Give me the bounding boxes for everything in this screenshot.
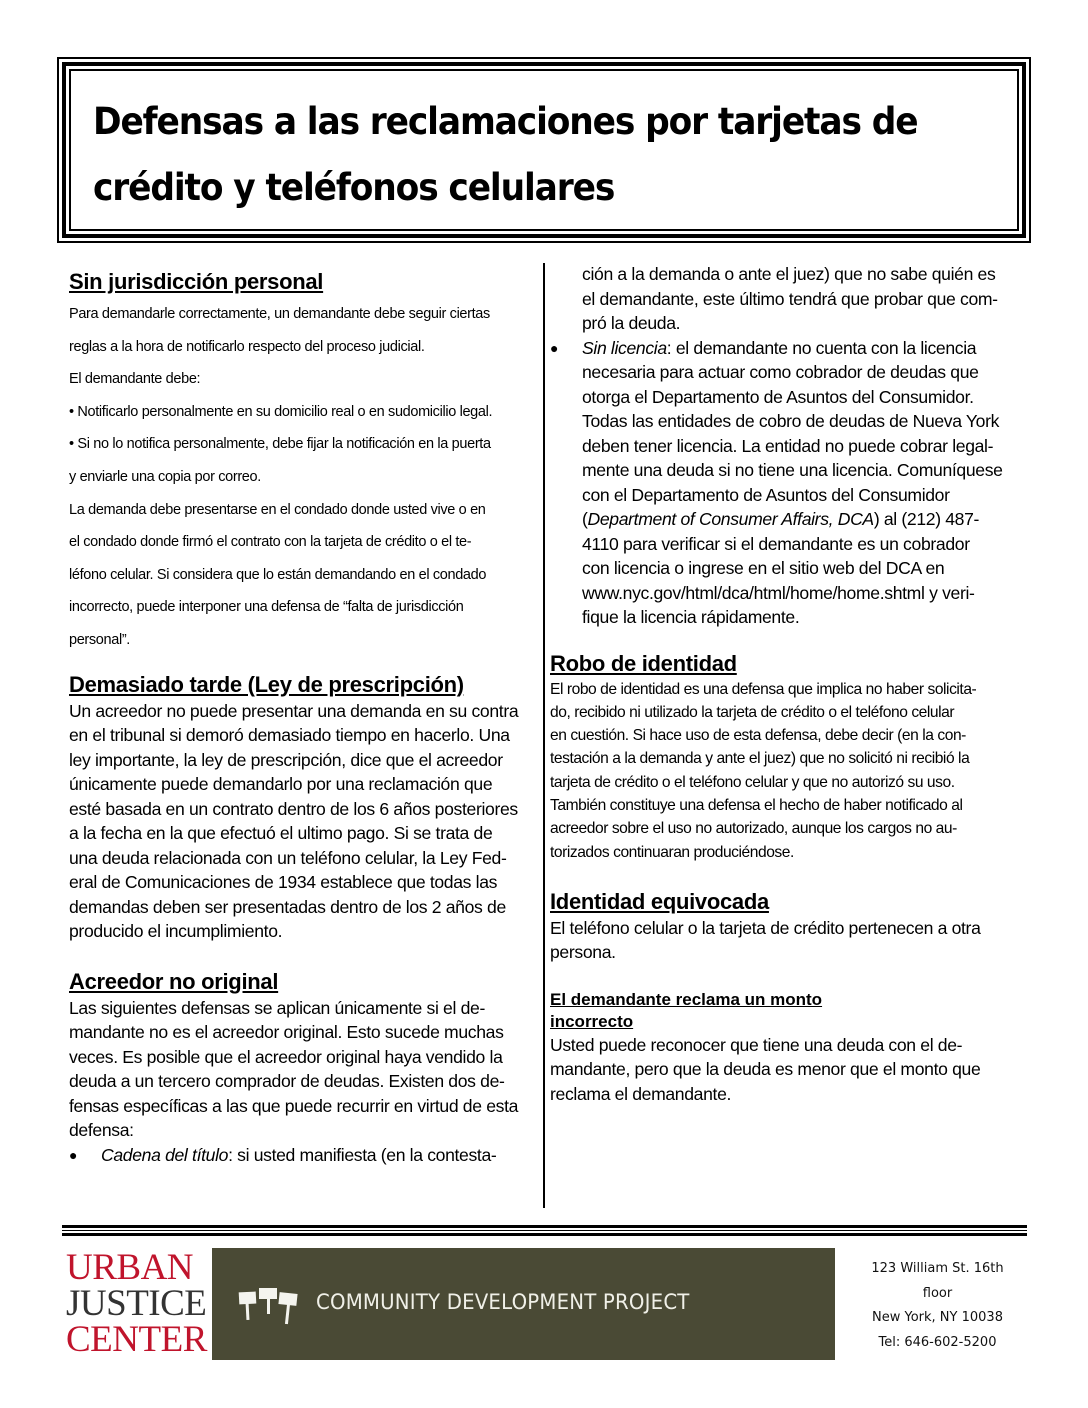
address-line: 123 William St. 16th [871, 1261, 1004, 1276]
text-line: torizados continuaran produciéndose. [550, 843, 794, 861]
footer-rule [62, 1225, 1027, 1236]
section-heading: Sin jurisdicción personal [69, 269, 324, 294]
list-item: • Si no lo notifica personalmente, debe fijar la notificación en la puerta [69, 436, 491, 453]
text-line: el condado donde firmó el contrato con la tarjeta de crédito o el te- [69, 534, 472, 551]
logo-line-2: JUSTICE [66, 1283, 207, 1324]
text-line: mandante, pero que la deuda es menor que el monto que [550, 1059, 981, 1080]
term: Cadena del título [101, 1144, 229, 1165]
text-line: mandante no es el acreedor original. Esto sucede muchas [69, 1022, 504, 1043]
text-line: El robo de identidad es una defensa que implica no haber solicita- [550, 680, 977, 698]
section-heading: El demandante reclama un monto [550, 989, 823, 1009]
text-line: el demandante, este último tendrá que probar que com- [582, 288, 998, 309]
section-heading: Robo de identidad [550, 650, 737, 676]
list-item-sin-licencia [550, 336, 1028, 361]
section-robo [550, 650, 1028, 864]
section-heading: incorrecto [550, 1011, 634, 1031]
page-title-line-1: Defensas a las reclamaciones por tarjetas de [93, 100, 918, 143]
text-line: deuda a un tercero comprador de deudas. Existen dos de- [69, 1071, 505, 1092]
title-box [57, 57, 1031, 243]
text-line [550, 507, 1028, 532]
bullet-icon: ● [69, 1146, 78, 1163]
bullet-continuation [550, 262, 1028, 630]
text-line: producido el incumplimiento. [69, 921, 283, 942]
text-line: fensas específicas a las que puede recurrir en virtud de esta [69, 1095, 519, 1116]
right-column [550, 262, 1028, 1106]
text-line: con el Departamento de Asuntos del Consumidor [582, 484, 950, 505]
text-line: una deuda relacionada con un teléfono celular, la Ley Fed- [69, 847, 507, 868]
page-title-line-2: crédito y teléfonos celulares [93, 166, 615, 209]
text-line: 4110 para verificar si el demandante es un cobrador [582, 533, 970, 554]
text-line: ley importante, la ley de prescripción, dice que el acreedor [69, 749, 503, 770]
text-line: eral de Comunicaciones de 1934 establece que todas las [69, 872, 498, 893]
text-line: mente una deuda si no tiene una licencia. Comuníquese [582, 460, 1003, 480]
text-line: demandas deben ser presentadas dentro de los 2 años de [69, 896, 506, 917]
column-divider [543, 263, 545, 1208]
section-heading: Demasiado tarde (Ley de prescripción) [69, 671, 464, 697]
section-equivocada [550, 888, 1028, 965]
text-line: Usted puede reconocer que tiene una deuda con el de- [550, 1034, 963, 1055]
dca-name: Department of Consumer Affairs, DCA [587, 509, 874, 529]
text-line: : el demandante no cuenta con la licencia [666, 337, 977, 358]
text-line: fique la licencia rápidamente. [582, 607, 800, 627]
text-line: personal”. [69, 631, 130, 648]
phone-line: Tel: 646-602-5200 [878, 1334, 997, 1350]
section-body [69, 699, 539, 944]
text-line: acreedor sobre el uso no autorizado, aunque los cargos no au- [550, 820, 957, 838]
text-line: necesaria para actuar como cobrador de deudas que [582, 362, 979, 382]
urban-justice-center-logo [66, 1247, 207, 1360]
left-column [69, 262, 539, 1167]
logo-line-1: URBAN [66, 1247, 194, 1288]
address-line: floor [922, 1285, 953, 1301]
section-body [550, 916, 1028, 965]
term: Sin licencia [582, 337, 667, 358]
text-line: veces. Es posible que el acreedor original haya vendido la [69, 1046, 503, 1067]
list-item: • Notificarlo personalmente en su domicilio real o en sudomicilio legal. [69, 403, 493, 420]
text-line: defensa: [69, 1120, 134, 1141]
text-line: persona. [550, 942, 616, 963]
section-heading: Acreedor no original [69, 968, 279, 994]
project-name: COMMUNITY DEVELOPMENT PROJECT [316, 1290, 690, 1314]
text-line: El demandante debe: [69, 371, 201, 388]
text-line: tarjeta de crédito o el teléfono celular y que no autorizó su uso. [550, 773, 955, 791]
dca-phone: ) al (212) 487- [873, 509, 980, 529]
text-line: También constituye una defensa el hecho de haber notificado al [550, 796, 963, 814]
section-jurisdiccion [69, 268, 539, 657]
paren: ( [582, 509, 588, 529]
logo-line-3: CENTER [66, 1319, 207, 1360]
bullet-icon: ● [550, 339, 559, 356]
title-border-middle [62, 62, 1026, 238]
text-line: léfono celular. Si considera que lo están demandando en el condado [69, 566, 487, 583]
text-line: Las siguientes defensas se aplican únicamente si el de- [69, 997, 485, 1018]
list-item-cadena [69, 1143, 539, 1168]
section-acreedor [69, 968, 539, 1168]
text-line: incorrecto, puede interponer una defensa de “falta de jurisdicción [69, 599, 464, 616]
section-monto [550, 989, 1028, 1107]
text-line: La demanda debe presentarse en el condado donde usted vive o en [69, 501, 486, 518]
text-line: a la fecha en la que efectuó el ultimo pago. Si se trata de [69, 823, 493, 844]
text-line: : si usted manifiesta (en la contesta- [228, 1144, 497, 1165]
text-line: reglas a la hora de notificarlo respecto del proceso judicial. [69, 338, 425, 355]
text-line: con licencia o ingrese en el sitio web del DCA en [582, 558, 945, 578]
text-line: do, recibido ni utilizado la tarjeta de crédito o el teléfono celular [550, 703, 955, 721]
section-body [69, 996, 539, 1168]
dca-url: www.nyc.gov/html/dca/html/home/home.shtml y veri- [582, 582, 975, 603]
text-line: El teléfono celular o la tarjeta de crédito pertenecen a otra [550, 917, 981, 938]
protest-signs-icon [236, 1288, 306, 1328]
section-prescripcion [69, 671, 539, 944]
address-line: New York, NY 10038 [872, 1310, 1003, 1326]
title-border-inner [69, 69, 1019, 231]
text-line: Un acreedor no puede presentar una demanda en su contra [69, 700, 519, 721]
text-line: y enviarle una copia por correo. [69, 468, 261, 485]
section-body [550, 678, 1028, 864]
text-line: testación a la demanda y ante el juez) que no solicitó ni recibió la [550, 750, 970, 768]
text-line: deben tener licencia. La entidad no puede cobrar legal- [582, 435, 994, 456]
text-line: otorga el Departamento de Asuntos del Consumidor. [582, 386, 974, 407]
text-line: únicamente puede demandarlo por una reclamación que [69, 774, 493, 795]
section-body [69, 298, 539, 657]
community-development-project-banner [212, 1248, 835, 1360]
section-body [550, 1033, 1028, 1107]
text-line: en cuestión. Si hace uso de esta defensa, debe decir (en la con- [550, 727, 966, 745]
address-block [850, 1257, 1025, 1355]
text-line: en el tribunal si demoró demasiado tiempo en hacerlo. Una [69, 725, 510, 746]
text-line: pró la deuda. [582, 313, 681, 333]
text-line: Todas las entidades de cobro de deudas de Nueva York [582, 411, 1000, 431]
text-line: esté basada en un contrato dentro de los 6 años posteriores [69, 798, 518, 819]
section-heading: Identidad equivocada [550, 888, 769, 914]
text-line: reclama el demandante. [550, 1083, 732, 1104]
text-line: ción a la demanda o ante el juez) que no sabe quién es [582, 264, 996, 284]
text-line: Para demandarle correctamente, un demandante debe seguir ciertas [69, 306, 490, 322]
